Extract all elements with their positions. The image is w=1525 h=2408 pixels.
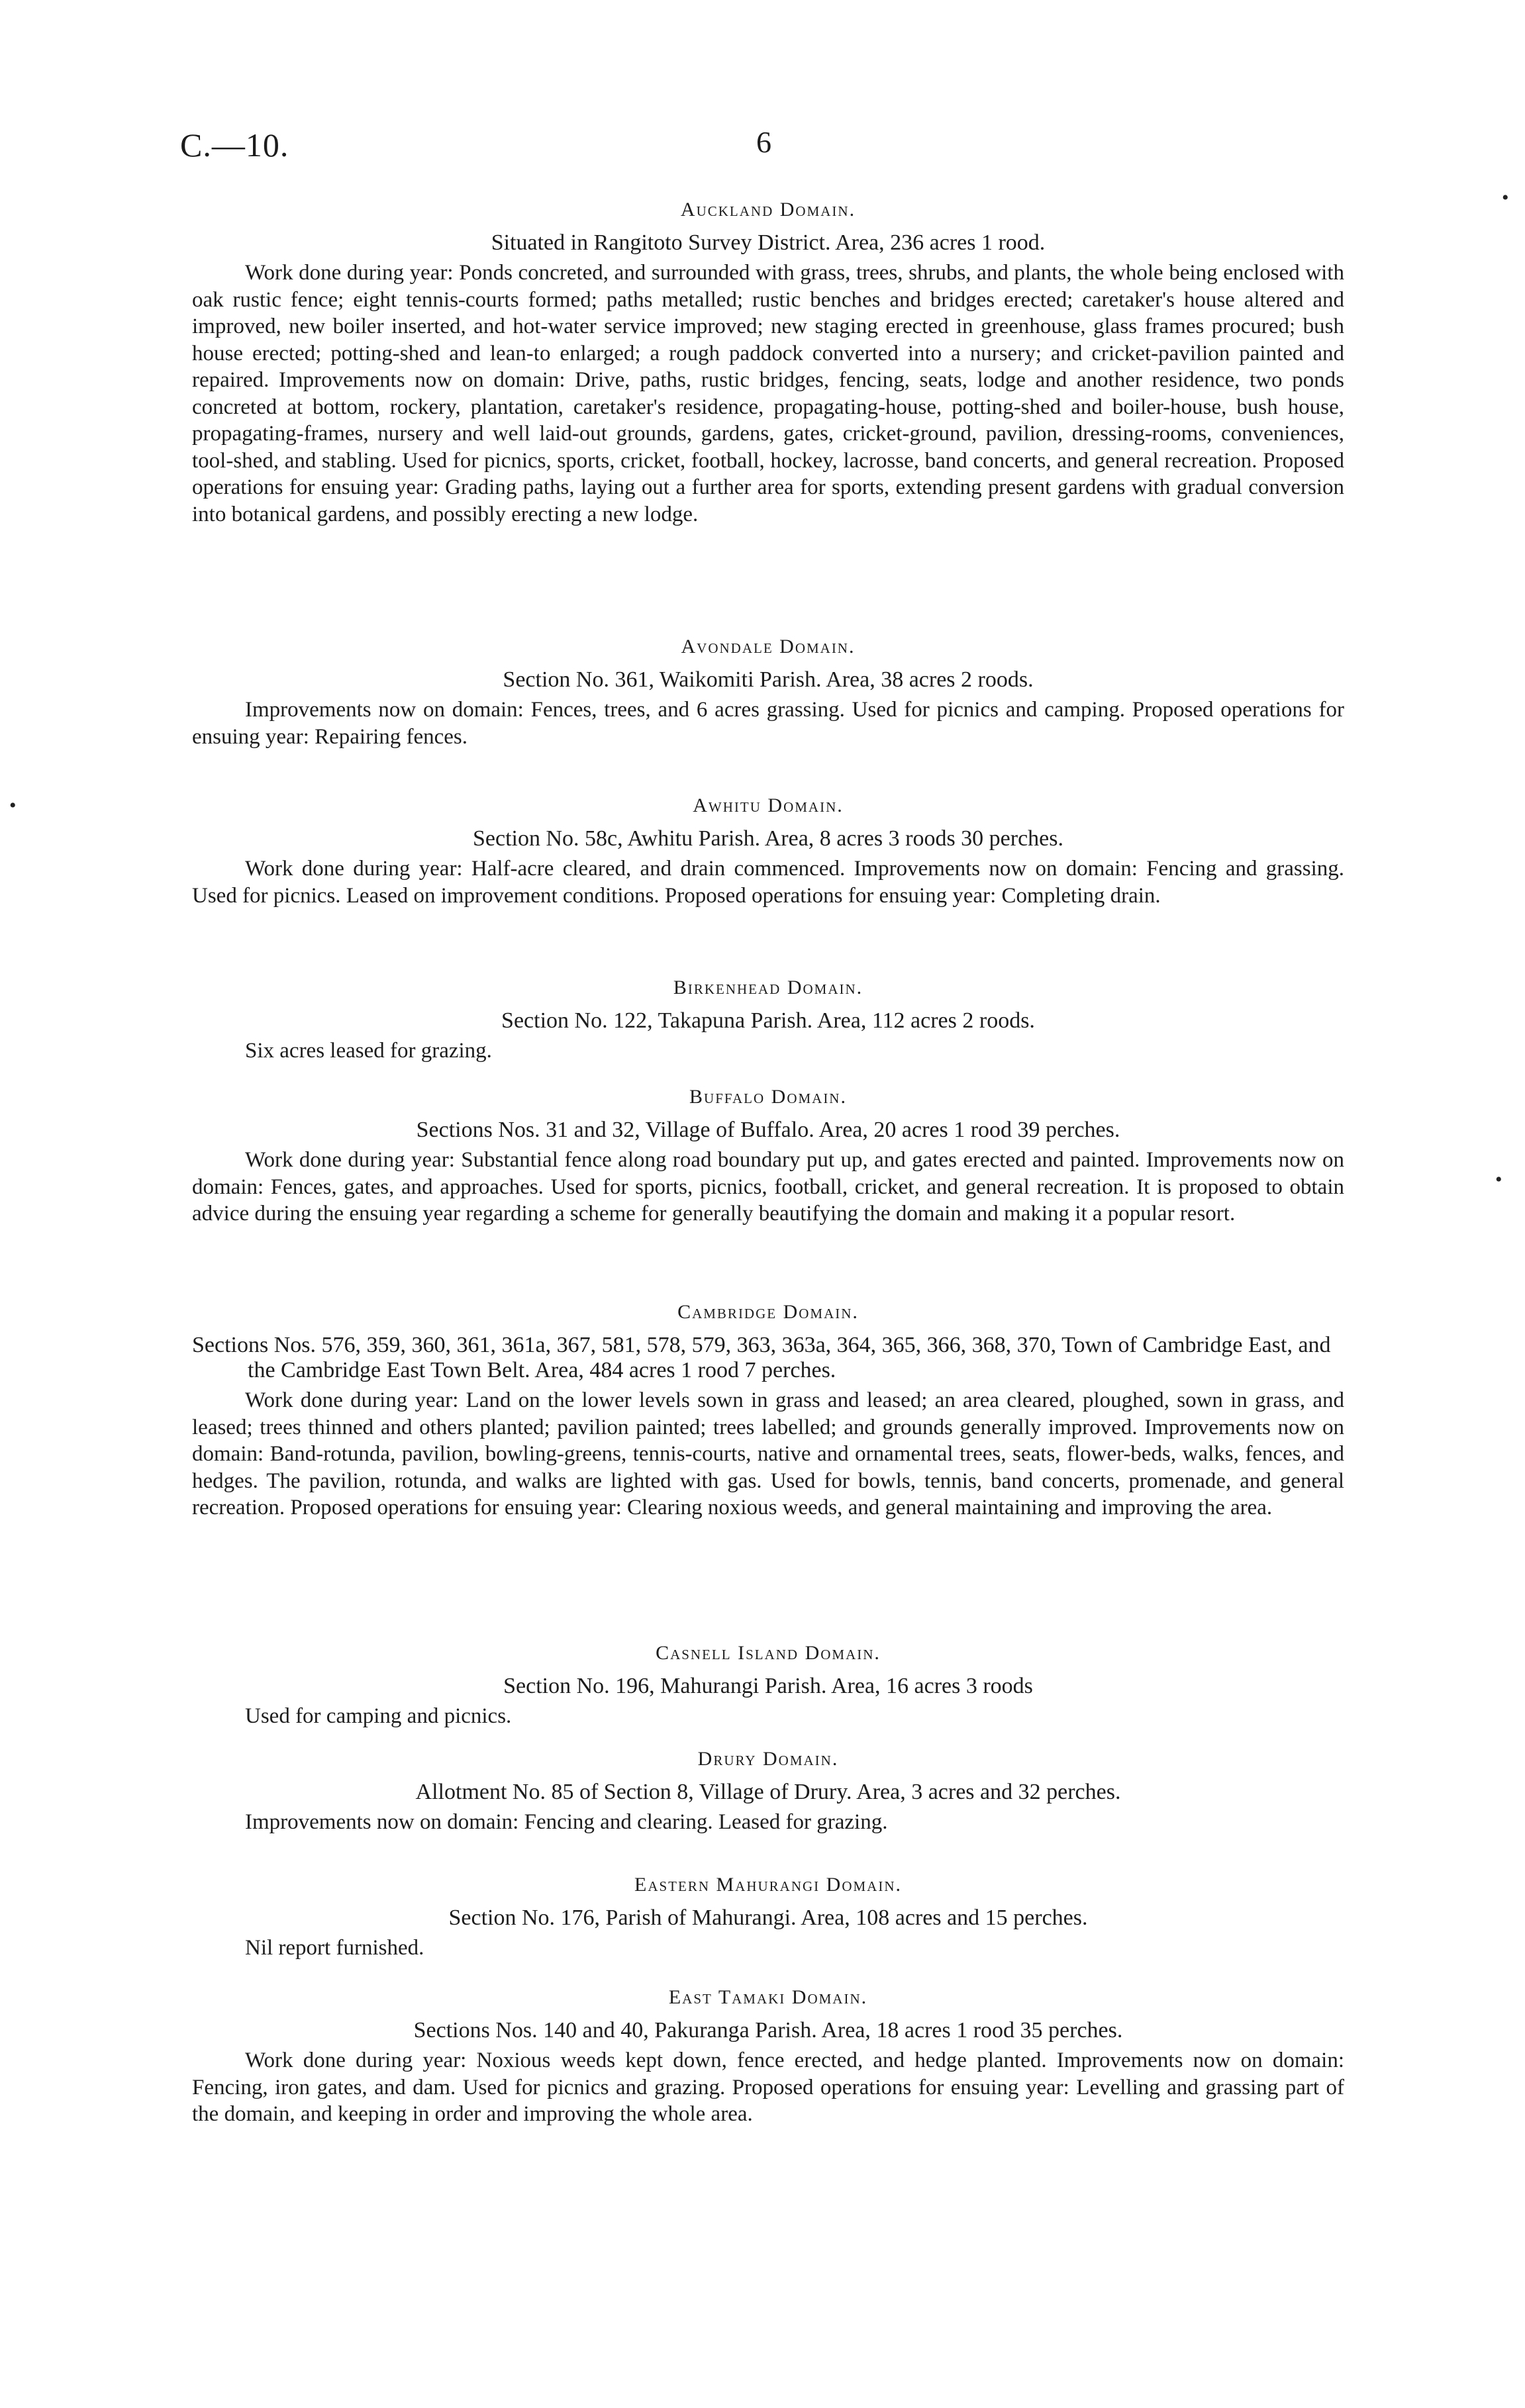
domain-section-cambridge (192, 1301, 1344, 1521)
domain-title: Drury Domain. (697, 1748, 839, 1770)
domain-section-auckland (192, 199, 1344, 528)
domain-location: Sections Nos. 576, 359, 360, 361, 361a, 367, 581, 578, 579, 363, 363a, 364, 365, 366, 368, 370, Town of Cambridge East, and the Cambridge East Town Belt. Area, 484 acres 1 rood 7 perches. (192, 1333, 1331, 1382)
domain-report: Work done during year: Ponds concreted, and surrounded with grass, trees, shrubs, and plants, the whole being enclosed with oak rustic fence; eight tennis-courts formed; paths metalled; rustic benches and bridges erected; caretaker's house altered and improved, new boiler inserted, and hot-water service improved; new staging erected in greenhouse, glass frames procured; bush house erected; potting-shed and lean-to enlarged; a rough paddock converted into a nursery; and cricket-pavilion painted and repaired. Improvements now on domain: Drive, paths, rustic bridges, fencing, seats, lodge and another residence, two ponds concreted at bottom, rockery, plantation, caretaker's residence, propagating-house, potting-shed and boiler-house, bush house, propagating-frames, nursery and well laid-out grounds, gardens, gates, cricket-ground, pavilion, dressing-rooms, conveniences, tool-shed, and stabling. Used for picnics, sports, cricket, football, hockey, lacrosse, band concerts, and general recreation. Proposed operations for ensuing year: Grading paths, laying out a further area for sports, extending present gardens with gradual conversion into botanical gardens, and possibly erecting a new lodge. (192, 261, 1344, 526)
domain-report: Improvements now on domain: Fencing and clearing. Leased for grazing. (245, 1810, 888, 1834)
scan-speck: • (1502, 187, 1509, 209)
domain-title: Casnell Island Domain. (656, 1642, 881, 1664)
domain-section-casnell-island (192, 1642, 1344, 1730)
domain-location: Section No. 176, Parish of Mahurangi. Area, 108 acres and 15 perches. (448, 1905, 1088, 1930)
domain-report: Six acres leased for grazing. (245, 1039, 492, 1063)
domain-report: Work done during year: Land on the lower levels sown in grass and leased; an area cleared, ploughed, sown in grass, and leased; trees thinned and others planted; pavilion painted; trees labelled; and grounds generally improved. Improvements now on domain: Band-rotunda, pavilion, bowling-greens, tennis-courts, native and ornamental trees, seats, flower-beds, walks, fences, and hedges. The pavilion, rotunda, and walks are lighted with gas. Used for bowls, tennis, band concerts, promenade, and general recreation. Proposed operations for ensuing year: Clearing noxious weeds, and general maintaining and improving the area. (192, 1388, 1344, 1519)
domain-report: Nil report furnished. (245, 1936, 424, 1960)
domain-title: Eastern Mahurangi Domain. (634, 1874, 902, 1896)
domain-section-avondale (192, 636, 1344, 750)
report-code: C.—10. (180, 126, 289, 164)
domain-title: Awhitu Domain. (693, 795, 844, 816)
domain-section-drury (192, 1748, 1344, 1836)
domain-location: Sections Nos. 140 and 40, Pakuranga Parish. Area, 18 acres 1 rood 35 perches. (413, 2018, 1123, 2043)
domain-title: Buffalo Domain. (689, 1086, 847, 1108)
domain-location: Allotment No. 85 of Section 8, Village of Drury. Area, 3 acres and 32 perches. (415, 1780, 1121, 1804)
domain-location: Section No. 361, Waikomiti Parish. Area, 38 acres 2 roods. (503, 667, 1034, 692)
domain-section-east-tamaki (192, 1986, 1344, 2128)
domain-location: Sections Nos. 31 and 32, Village of Buffalo. Area, 20 acres 1 rood 39 perches. (416, 1118, 1120, 1142)
domain-location: Situated in Rangitoto Survey District. Area, 236 acres 1 rood. (491, 230, 1046, 255)
scan-speck: • (9, 795, 17, 816)
domain-report: Work done during year: Substantial fence along road boundary put up, and gates erected and painted. Improvements now on domain: Fences, gates, and approaches. Used for sports, picnics, football, cricket, and general recreation. It is proposed to obtain advice during the ensuing year regarding a scheme for generally beautifying the domain and making it a popular resort. (192, 1148, 1344, 1226)
domain-report: Improvements now on domain: Fences, trees, and 6 acres grassing. Used for picnics and camping. Proposed operations for ensuing year: Repairing fences. (192, 698, 1344, 749)
domain-location: Section No. 122, Takapuna Parish. Area, 112 acres 2 roods. (501, 1008, 1035, 1033)
page-number: 6 (756, 125, 771, 159)
domain-title: Auckland Domain. (680, 199, 856, 220)
domain-section-buffalo (192, 1086, 1344, 1228)
domain-title: Avondale Domain. (681, 636, 856, 657)
domain-report: Work done during year: Noxious weeds kept down, fence erected, and hedge planted. Improvements now on domain: Fencing, iron gates, and dam. Used for picnics and grazing. Proposed operations for ensuing year: Levelling and grassing part of the domain, and keeping in order and improving the whole area. (192, 2048, 1344, 2126)
domain-location: Section No. 58c, Awhitu Parish. Area, 8 acres 3 roods 30 perches. (472, 826, 1064, 851)
domain-section-awhitu (192, 795, 1344, 909)
domain-section-birkenhead (192, 977, 1344, 1065)
domain-report: Used for camping and picnics. (245, 1704, 512, 1728)
domain-title: Cambridge Domain. (677, 1301, 859, 1323)
domain-title: East Tamaki Domain. (668, 1986, 868, 2008)
domain-title: Birkenhead Domain. (673, 977, 863, 998)
domain-report: Work done during year: Half-acre cleared, and drain commenced. Improvements now on domain: Fencing and grassing. Used for picnics. Leased on improvement conditions. Proposed operations for ensuing year: Completing drain. (192, 857, 1344, 908)
scan-speck: • (1495, 1169, 1502, 1190)
domain-section-eastern-mahurangi (192, 1874, 1344, 1962)
domain-location: Section No. 196, Mahurangi Parish. Area, 16 acres 3 roods (503, 1674, 1033, 1698)
